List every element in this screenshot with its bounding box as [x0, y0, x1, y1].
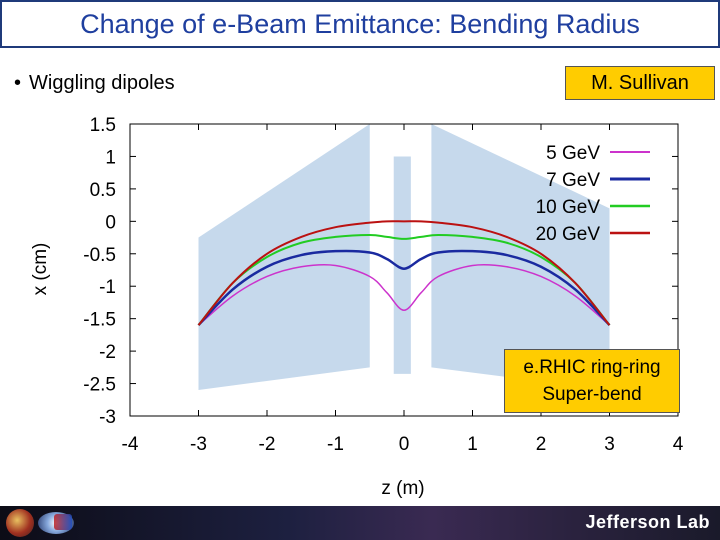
ring-note-box: [504, 349, 680, 413]
y-tick-label: -0.5: [83, 244, 116, 266]
x-tick-label: 4: [672, 434, 684, 455]
x-tick-label: 0: [398, 434, 410, 455]
footer-bar: [0, 506, 720, 540]
note-line-2: Super-bend: [542, 384, 642, 405]
x-tick-label: -1: [327, 434, 344, 455]
footer-lab-name: Jefferson Lab: [585, 512, 710, 532]
jsa-logo-icon: [54, 514, 72, 530]
author-label: M. Sullivan: [565, 66, 715, 100]
bullet-text: Wiggling dipoles: [29, 72, 175, 94]
x-axis-label: z (m): [381, 478, 425, 499]
y-tick-label: -1.5: [83, 309, 116, 331]
legend-label: 10 GeV: [535, 197, 600, 218]
x-tick-label: -3: [190, 434, 207, 455]
bullet-dot-icon: •: [14, 72, 22, 94]
y-tick-label: 0: [105, 212, 116, 234]
aperture-region-left: [199, 124, 370, 390]
y-axis-label: x (cm): [30, 242, 51, 296]
doe-seal-icon: [6, 509, 34, 537]
x-tick-label: -2: [258, 434, 276, 455]
x-tick-label: 3: [604, 434, 615, 455]
y-tick-label: -2: [99, 342, 116, 364]
note-line-1: e.RHIC ring-ring: [523, 357, 661, 378]
y-tick-label: 1.5: [89, 115, 116, 136]
emittance-chart: [0, 104, 720, 504]
legend-label: 20 GeV: [535, 224, 600, 245]
y-tick-label: -2.5: [83, 374, 116, 396]
y-tick-label: 1: [105, 147, 116, 169]
y-tick-label: -1: [99, 277, 116, 299]
legend-label: 5 GeV: [546, 143, 600, 164]
x-tick-label: -4: [121, 434, 139, 455]
y-tick-label: -3: [99, 407, 116, 428]
legend-label: 7 GeV: [546, 170, 600, 191]
y-tick-label: 0.5: [89, 179, 116, 201]
x-tick-label: 1: [467, 434, 478, 455]
bullet-item: [14, 72, 175, 95]
slide-title: Change of e-Beam Emittance: Bending Radius: [0, 0, 720, 48]
x-tick-label: 2: [535, 434, 547, 455]
